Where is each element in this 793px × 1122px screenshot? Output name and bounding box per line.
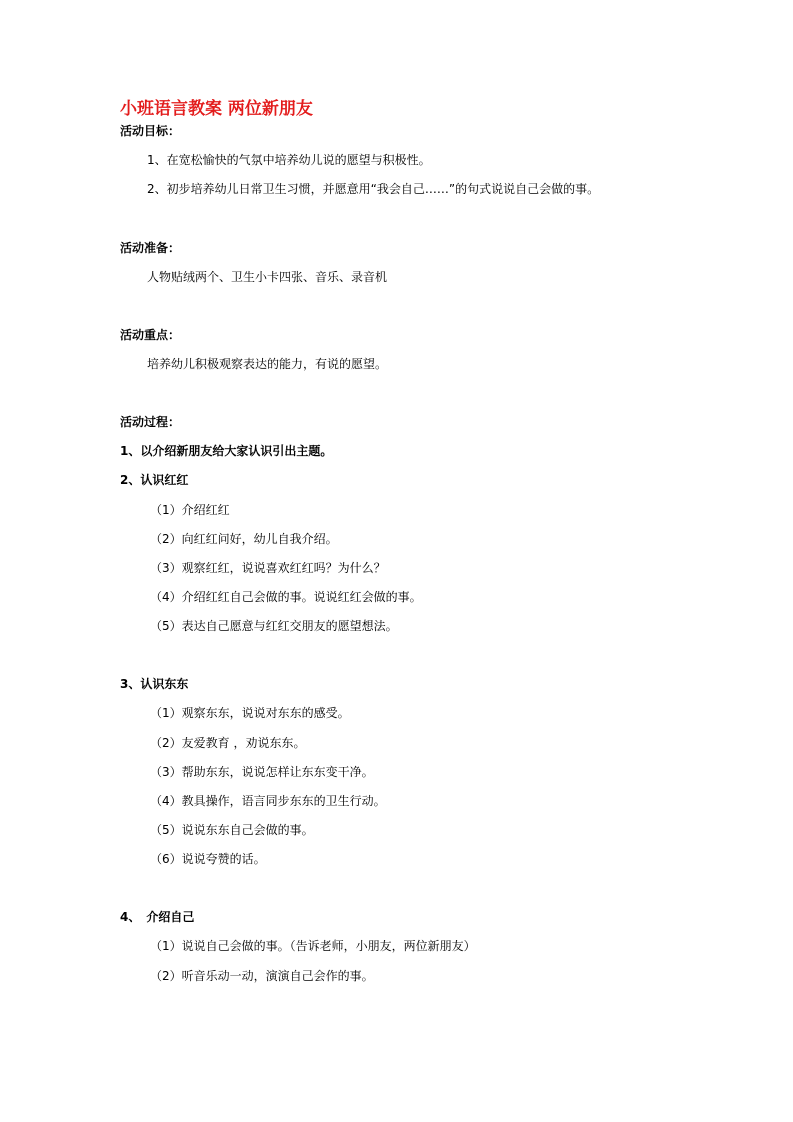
focus-heading: 活动重点： <box>120 328 181 342</box>
step-2-item: （4）介绍红红自己会做的事。说说红红会做的事。 <box>150 590 422 604</box>
goal-item: 2、初步培养幼儿日常卫生习惯，并愿意用“我会自己……”的句式说说自己会做的事。 <box>147 182 600 196</box>
process-step-2-heading: 2、认识红红 <box>120 473 189 487</box>
step-4-item: （2）听音乐动一动，演演自己会作的事。 <box>150 969 374 983</box>
step-2-item: （1）介绍红红 <box>150 503 230 517</box>
step-3-item: （4）教具操作，语言同步东东的卫生行动。 <box>150 794 386 808</box>
goal-item: 1、在宽松愉快的气氛中培养幼儿说的愿望与积极性。 <box>147 153 431 167</box>
process-step-3-heading: 3、认识东东 <box>120 677 189 691</box>
step-2-item: （2）向红红问好，幼儿自我介绍。 <box>150 532 338 546</box>
step-3-item: （3）帮助东东，说说怎样让东东变干净。 <box>150 765 374 779</box>
step-3-item: （6）说说夸赞的话。 <box>150 852 266 866</box>
step-3-item: （5）说说东东自己会做的事。 <box>150 823 314 837</box>
process-heading: 活动过程： <box>120 415 181 429</box>
step-4-item: （1）说说自己会做的事。（告诉老师，小朋友，两位新朋友） <box>150 939 476 953</box>
focus-text: 培养幼儿积极观察表达的能力，有说的愿望。 <box>147 357 388 371</box>
step-3-item: （2）友爱教育 ，劝说东东。 <box>150 736 306 750</box>
document-title: 小班语言教案 两位新朋友 <box>120 99 313 119</box>
preparation-heading: 活动准备： <box>120 241 181 255</box>
process-step-1: 1、以介绍新朋友给大家认识引出主题。 <box>120 444 333 458</box>
step-3-item: （1）观察东东，说说对东东的感受。 <box>150 706 350 720</box>
process-step-4-heading: 4、 介绍自己 <box>120 910 195 924</box>
step-2-item: （3）观察红红，说说喜欢红红吗？为什么？ <box>150 561 386 575</box>
step-2-item: （5）表达自己愿意与红红交朋友的愿望想法。 <box>150 619 398 633</box>
goals-heading: 活动目标： <box>120 124 181 138</box>
preparation-text: 人物贴绒两个、卫生小卡四张、音乐、录音机 <box>147 270 388 284</box>
